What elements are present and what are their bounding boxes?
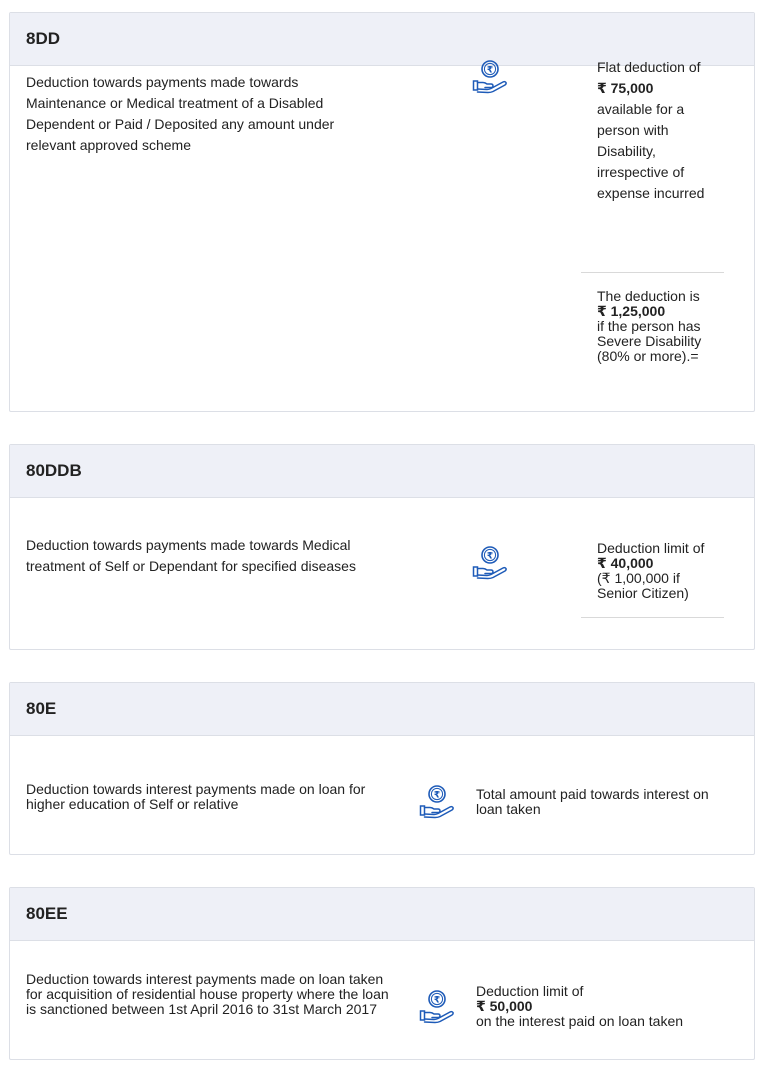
section-description: Deduction towards interest payments made on loan taken for acquisition of residential house property where the loan is sanctioned between 1st April 2016 to 31st March 2017 [26,971,389,1017]
rupee-hand-icon [418,784,456,822]
benefit-suffix: (₹ 1,00,000 if Senior Citizen) [597,570,689,601]
section-card-80e [9,682,755,855]
section-card-80ddb [9,444,755,650]
benefit-amount: ₹ 75,000 [597,80,654,96]
benefit-primary [476,787,726,817]
section-title: 80EE [10,888,754,941]
benefit-amount: ₹ 40,000 [597,555,654,571]
rupee-hand-icon [471,59,509,97]
section-title: 80E [10,683,754,736]
section-title: 8DD [10,13,754,66]
benefit-amount: ₹ 50,000 [476,998,533,1014]
benefit-primary [476,984,746,1029]
benefit-prefix: Deduction limit of [476,983,584,999]
section-description: Deduction towards payments made towards Maintenance or Medical treatment of a Disabled Dependent or Paid / Deposited any amount under relevant approved scheme [26,74,335,153]
benefit-suffix: if the person has Severe Disability (80% or more).= [597,318,702,364]
benefit-primary [597,57,727,204]
benefit-text: Total amount paid towards interest on loan taken [476,786,709,817]
rupee-hand-icon [418,989,456,1027]
benefit-amount: ₹ 1,25,000 [597,303,666,319]
section-title: 80DDB [10,445,754,498]
benefit-suffix: on the interest paid on loan taken [476,1013,684,1029]
section-card-80ee [9,887,755,1060]
rupee-hand-icon [471,545,509,583]
section-description: Deduction towards interest payments made on loan for higher education of Self or relative [26,781,366,812]
benefit-prefix: Deduction limit of [597,540,705,556]
benefit-prefix: The deduction is [597,288,700,304]
benefit-divider [581,272,724,273]
benefit-secondary [597,289,717,364]
benefit-suffix: available for a person with Disability, irrespective of expense incurred [597,101,705,201]
benefit-prefix: Flat deduction of [597,59,701,75]
benefit-divider [581,617,724,618]
benefit-primary [597,541,722,601]
section-card-8dd [9,12,755,412]
section-description: Deduction towards payments made towards Medical treatment of Self or Dependant for specified diseases [26,537,356,574]
